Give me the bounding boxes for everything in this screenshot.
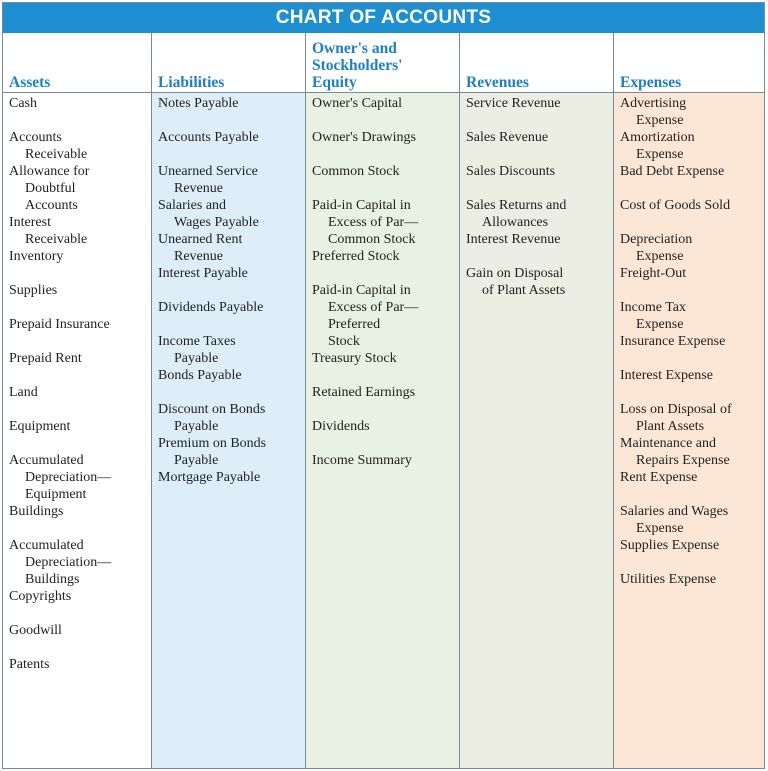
account-name-line: Patents	[9, 657, 50, 672]
account-name-line: Common Stock	[312, 164, 400, 179]
header-line: Owner's and	[312, 40, 397, 57]
account-item	[158, 299, 301, 316]
account-item	[620, 367, 760, 384]
account-item	[9, 350, 147, 367]
account-item	[312, 418, 455, 435]
account-name-line: Income Taxes	[158, 334, 236, 349]
column-header-label	[9, 74, 50, 91]
account-item	[620, 503, 760, 537]
account-name-line: Salaries and Wages	[620, 504, 729, 519]
column-body-assets	[3, 93, 151, 768]
account-name-line: Service Revenue	[466, 96, 561, 111]
account-item	[620, 129, 760, 163]
account-item	[312, 282, 455, 350]
column-revenues	[459, 33, 613, 768]
account-name-line: Supplies	[9, 283, 58, 298]
account-name-line: Interest Expense	[620, 368, 713, 383]
account-name-line: Equipment	[25, 487, 87, 502]
account-item	[9, 248, 147, 265]
account-item	[620, 571, 760, 588]
column-body-equity	[306, 93, 459, 768]
account-name-line: Prepaid Rent	[9, 351, 82, 366]
account-name-line: Sales Returns and	[466, 198, 567, 213]
account-name-line: Expense	[636, 521, 684, 536]
column-header-label	[158, 74, 224, 91]
account-item	[158, 231, 301, 265]
column-header-revenues	[460, 33, 613, 93]
account-item	[620, 469, 760, 486]
account-name-line: Treasury Stock	[312, 351, 397, 366]
account-name-line: Revenue	[174, 181, 223, 196]
account-name-line: Payable	[174, 419, 219, 434]
account-name-line: Preferred	[328, 317, 381, 332]
account-name-line: Stock	[328, 334, 360, 349]
account-name-line: Amortization	[620, 130, 695, 145]
account-name-line: Wages Payable	[174, 215, 259, 230]
header-line: Liabilities	[158, 74, 225, 91]
account-name-line: Interest Payable	[158, 266, 248, 281]
account-name-line: Repairs Expense	[636, 453, 730, 468]
column-body-liabilities	[152, 93, 305, 768]
header-line: Assets	[9, 74, 51, 91]
account-name-line: Inventory	[9, 249, 64, 264]
account-name-line: Receivable	[25, 232, 88, 247]
account-name-line: Doubtful	[25, 181, 76, 196]
column-header-equity	[306, 33, 459, 93]
account-item	[9, 656, 147, 673]
account-name-line: Excess of Par—	[328, 215, 419, 230]
account-name-line: Unearned Service	[158, 164, 258, 179]
column-header-label	[620, 74, 681, 91]
account-name-line: Equipment	[9, 419, 71, 434]
account-name-line: Unearned Rent	[158, 232, 243, 247]
account-name-line: Accounts	[25, 198, 78, 213]
account-item	[158, 469, 301, 486]
account-item	[9, 95, 147, 112]
account-name-line: Premium on Bonds	[158, 436, 267, 451]
account-item	[158, 163, 301, 197]
account-name-line: Buildings	[25, 572, 80, 587]
account-name-line: Freight-Out	[620, 266, 687, 281]
column-equity	[305, 33, 459, 768]
account-name-line: Interest	[9, 215, 51, 230]
account-name-line: Depreciation—	[25, 555, 112, 570]
account-name-line: Notes Payable	[158, 96, 239, 111]
account-name-line: Revenue	[174, 249, 223, 264]
account-name-line: Allowance for	[9, 164, 90, 179]
chart-of-accounts-table	[2, 2, 765, 769]
account-item	[9, 316, 147, 333]
account-item	[312, 452, 455, 469]
column-header-label	[312, 40, 402, 91]
account-name-line: Common Stock	[328, 232, 416, 247]
account-name-line: Advertising	[620, 96, 687, 111]
account-item	[312, 163, 455, 180]
account-name-line: Dividends Payable	[158, 300, 264, 315]
account-item	[158, 265, 301, 282]
column-assets	[3, 33, 151, 768]
account-name-line: Utilities Expense	[620, 572, 717, 587]
account-name-line: Paid-in Capital in	[312, 283, 411, 298]
account-name-line: Depreciation	[620, 232, 693, 247]
account-name-line: Mortgage Payable	[158, 470, 261, 485]
account-item	[466, 231, 609, 248]
account-item	[466, 197, 609, 231]
account-name-line: of Plant Assets	[482, 283, 566, 298]
account-name-line: Excess of Par—	[328, 300, 419, 315]
header-line: Equity	[312, 74, 357, 91]
column-header-liabilities	[152, 33, 305, 93]
column-header-label	[466, 74, 529, 91]
account-name-line: Maintenance and	[620, 436, 717, 451]
account-name-line: Plant Assets	[636, 419, 705, 434]
table-title: CHART OF ACCOUNTS	[3, 3, 764, 33]
column-header-expenses	[614, 33, 764, 93]
account-name-line: Interest Revenue	[466, 232, 561, 247]
account-item	[312, 129, 455, 146]
account-item	[158, 129, 301, 146]
account-item	[9, 588, 147, 605]
account-item	[312, 248, 455, 265]
account-name-line: Cash	[9, 96, 37, 111]
account-name-line: Sales Discounts	[466, 164, 556, 179]
account-item	[9, 418, 147, 435]
account-item	[158, 367, 301, 384]
account-name-line: Income Tax	[620, 300, 687, 315]
account-name-line: Loss on Disposal of	[620, 402, 732, 417]
account-name-line: Rent Expense	[620, 470, 698, 485]
account-name-line: Income Summary	[312, 453, 412, 468]
account-name-line: Expense	[636, 317, 684, 332]
account-name-line: Preferred Stock	[312, 249, 400, 264]
account-name-line: Accumulated	[9, 538, 84, 553]
account-item	[158, 435, 301, 469]
account-name-line: Accounts	[9, 130, 62, 145]
account-name-line: Expense	[636, 249, 684, 264]
account-item	[9, 622, 147, 639]
column-expenses	[613, 33, 764, 768]
column-body-revenues	[460, 93, 613, 768]
account-item	[312, 350, 455, 367]
account-name-line: Sales Revenue	[466, 130, 549, 145]
account-name-line: Owner's Drawings	[312, 130, 417, 145]
account-name-line: Discount on Bonds	[158, 402, 266, 417]
account-name-line: Payable	[174, 351, 219, 366]
account-item	[466, 129, 609, 146]
account-name-line: Gain on Disposal	[466, 266, 564, 281]
account-name-line: Retained Earnings	[312, 385, 416, 400]
account-item	[158, 197, 301, 231]
account-item	[620, 435, 760, 469]
account-name-line: Allowances	[482, 215, 549, 230]
account-name-line: Owner's Capital	[312, 96, 403, 111]
account-item	[158, 95, 301, 112]
account-item	[620, 299, 760, 333]
account-item	[466, 163, 609, 180]
account-item	[9, 163, 147, 214]
account-item	[158, 401, 301, 435]
account-item	[9, 503, 147, 520]
account-name-line: Depreciation—	[25, 470, 112, 485]
account-name-line: Expense	[636, 147, 684, 162]
account-item	[620, 231, 760, 265]
account-name-line: Receivable	[25, 147, 88, 162]
account-name-line: Expense	[636, 113, 684, 128]
account-item	[466, 265, 609, 299]
account-name-line: Buildings	[9, 504, 64, 519]
account-item	[312, 95, 455, 112]
account-item	[158, 333, 301, 367]
account-item	[9, 452, 147, 503]
account-item	[312, 197, 455, 248]
account-item	[620, 401, 760, 435]
account-name-line: Copyrights	[9, 589, 72, 604]
column-body-expenses	[614, 93, 764, 768]
account-item	[620, 197, 760, 214]
account-item	[620, 537, 760, 554]
account-name-line: Prepaid Insurance	[9, 317, 110, 332]
account-name-line: Bad Debt Expense	[620, 164, 725, 179]
account-name-line: Payable	[174, 453, 219, 468]
account-name-line: Cost of Goods Sold	[620, 198, 731, 213]
header-line: Expenses	[620, 74, 682, 91]
account-name-line: Insurance Expense	[620, 334, 726, 349]
account-name-line: Salaries and	[158, 198, 227, 213]
account-name-line: Paid-in Capital in	[312, 198, 411, 213]
account-item	[312, 384, 455, 401]
account-item	[9, 282, 147, 299]
account-item	[620, 95, 760, 129]
account-item	[620, 163, 760, 180]
account-item	[620, 265, 760, 282]
account-item	[9, 129, 147, 163]
account-item	[9, 214, 147, 248]
column-header-assets	[3, 33, 151, 93]
account-name-line: Goodwill	[9, 623, 62, 638]
account-name-line: Supplies Expense	[620, 538, 720, 553]
account-name-line: Accumulated	[9, 453, 84, 468]
account-item	[9, 384, 147, 401]
account-item	[620, 333, 760, 350]
account-name-line: Dividends	[312, 419, 370, 434]
column-liabilities	[151, 33, 305, 768]
account-item	[9, 537, 147, 588]
account-name-line: Bonds Payable	[158, 368, 242, 383]
account-name-line: Accounts Payable	[158, 130, 259, 145]
header-line: Revenues	[466, 74, 529, 91]
account-name-line: Land	[9, 385, 38, 400]
header-line: Stockholders'	[312, 57, 403, 74]
account-item	[466, 95, 609, 112]
